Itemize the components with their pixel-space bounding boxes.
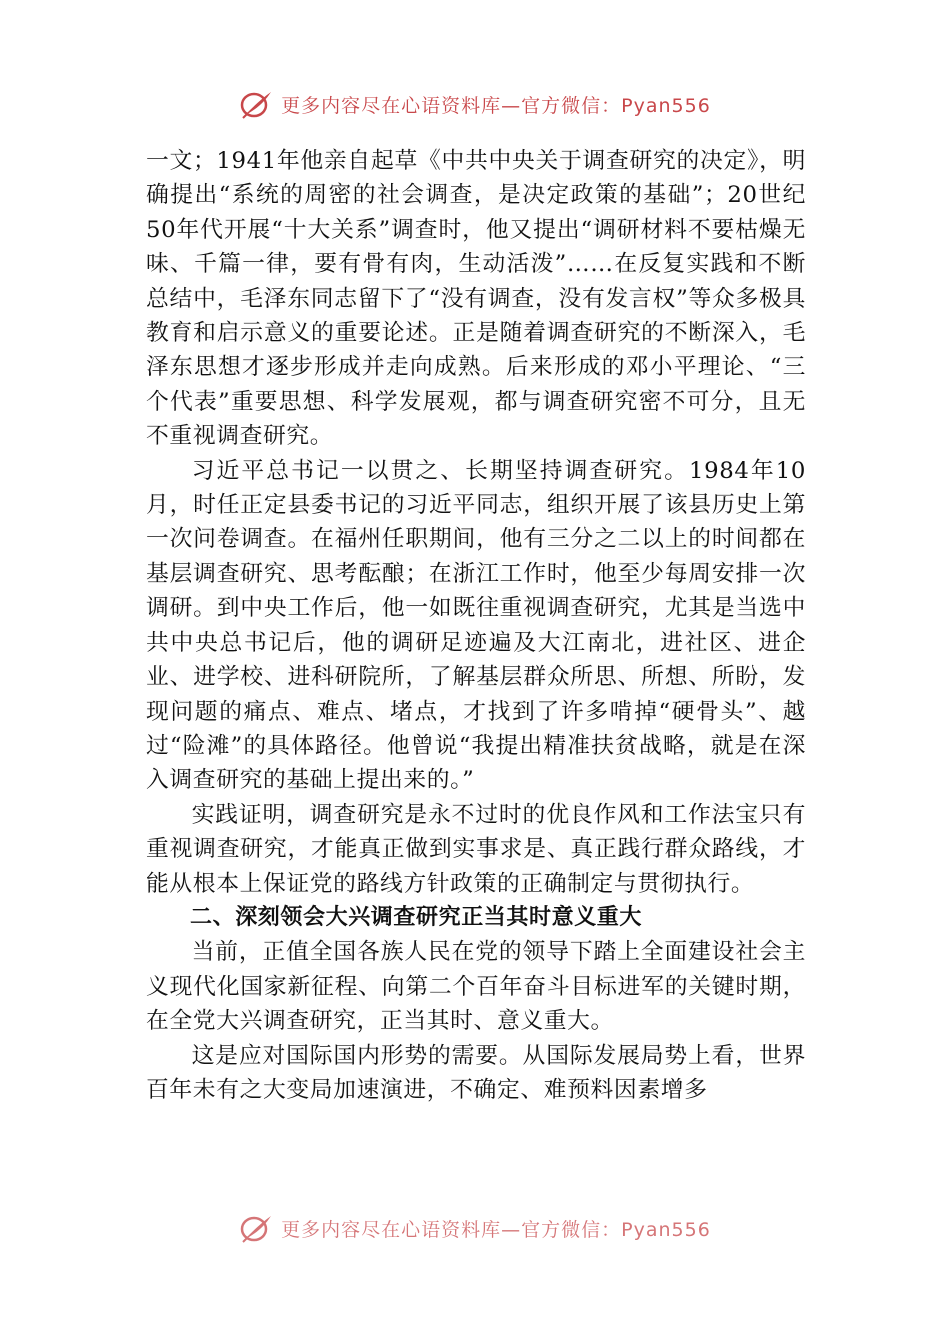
watermark-text: 更多内容尽在心语资料库—官方微信：Pyan556	[281, 94, 711, 117]
section-heading: 二、深刻领会大兴调查研究正当其时意义重大	[190, 904, 643, 930]
feather-logo-icon	[239, 1213, 273, 1243]
watermark-footer	[0, 1212, 950, 1244]
feather-logo-icon	[239, 89, 273, 119]
paragraph: 当前，正值全国各族人民在党的领导下踏上全面建设社会主义现代化国家新征程、向第二个百年奋斗目标进军的关键时期，在全党大兴调查研究，正当其时、意义重大。	[146, 939, 806, 1035]
watermark-header	[0, 88, 950, 120]
paragraph: 习近平总书记一以贯之、长期坚持调查研究。1984年10月，时任正定县委书记的习近平同志，组织开展了该县历史上第一次问卷调查。在福州任职期间，他有三分之二以上的时间都在基层调查研究、思考酝酿；在浙江工作时，他至少每周安排一次调研。到中央工作后，他一如既往重视调查研究，尤其是当选中共中央总书记后，他的调研足迹遍及大江南北，进社区、进企业、进学校、进科研院所，了解基层群众所思、所想、所盼，发现问题的痛点、难点、堵点，才找到了许多啃掉“硬骨头”、越过“险滩”的具体路径。他曾说“我提出精准扶贫战略，就是在深入调查研究的基础上提出来的。”	[146, 457, 806, 794]
paragraph: 这是应对国际国内形势的需要。从国际发展局势上看，世界百年未有之大变局加速演进，不确定、难预料因素增多	[146, 1042, 806, 1103]
watermark-text: 更多内容尽在心语资料库—官方微信：Pyan556	[281, 1218, 711, 1241]
document-body	[146, 144, 806, 1107]
paragraph: 一文；1941年他亲自起草《中共中央关于调查研究的决定》，明确提出“系统的周密的社会调查，是决定政策的基础”；20世纪50年代开展“十大关系”调查时，他又提出“调研材料不要枯燥无味、千篇一律，要有骨有肉，生动活泼”……在反复实践和不断总结中，毛泽东同志留下了“没有调查，没有发言权”等众多极具教育和启示意义的重要论述。正是随着调查研究的不断深入，毛泽东思想才逐步形成并走向成熟。后来形成的邓小平理论、“三个代表”重要思想、科学发展观，都与调查研究密不可分，且无不重视调查研究。	[146, 148, 806, 450]
paragraph: 实践证明，调查研究是永不过时的优良作风和工作法宝只有重视调查研究，才能真正做到实事求是、真正践行群众路线，才能从根本上保证党的路线方针政策的正确制定与贯彻执行。	[146, 801, 806, 897]
